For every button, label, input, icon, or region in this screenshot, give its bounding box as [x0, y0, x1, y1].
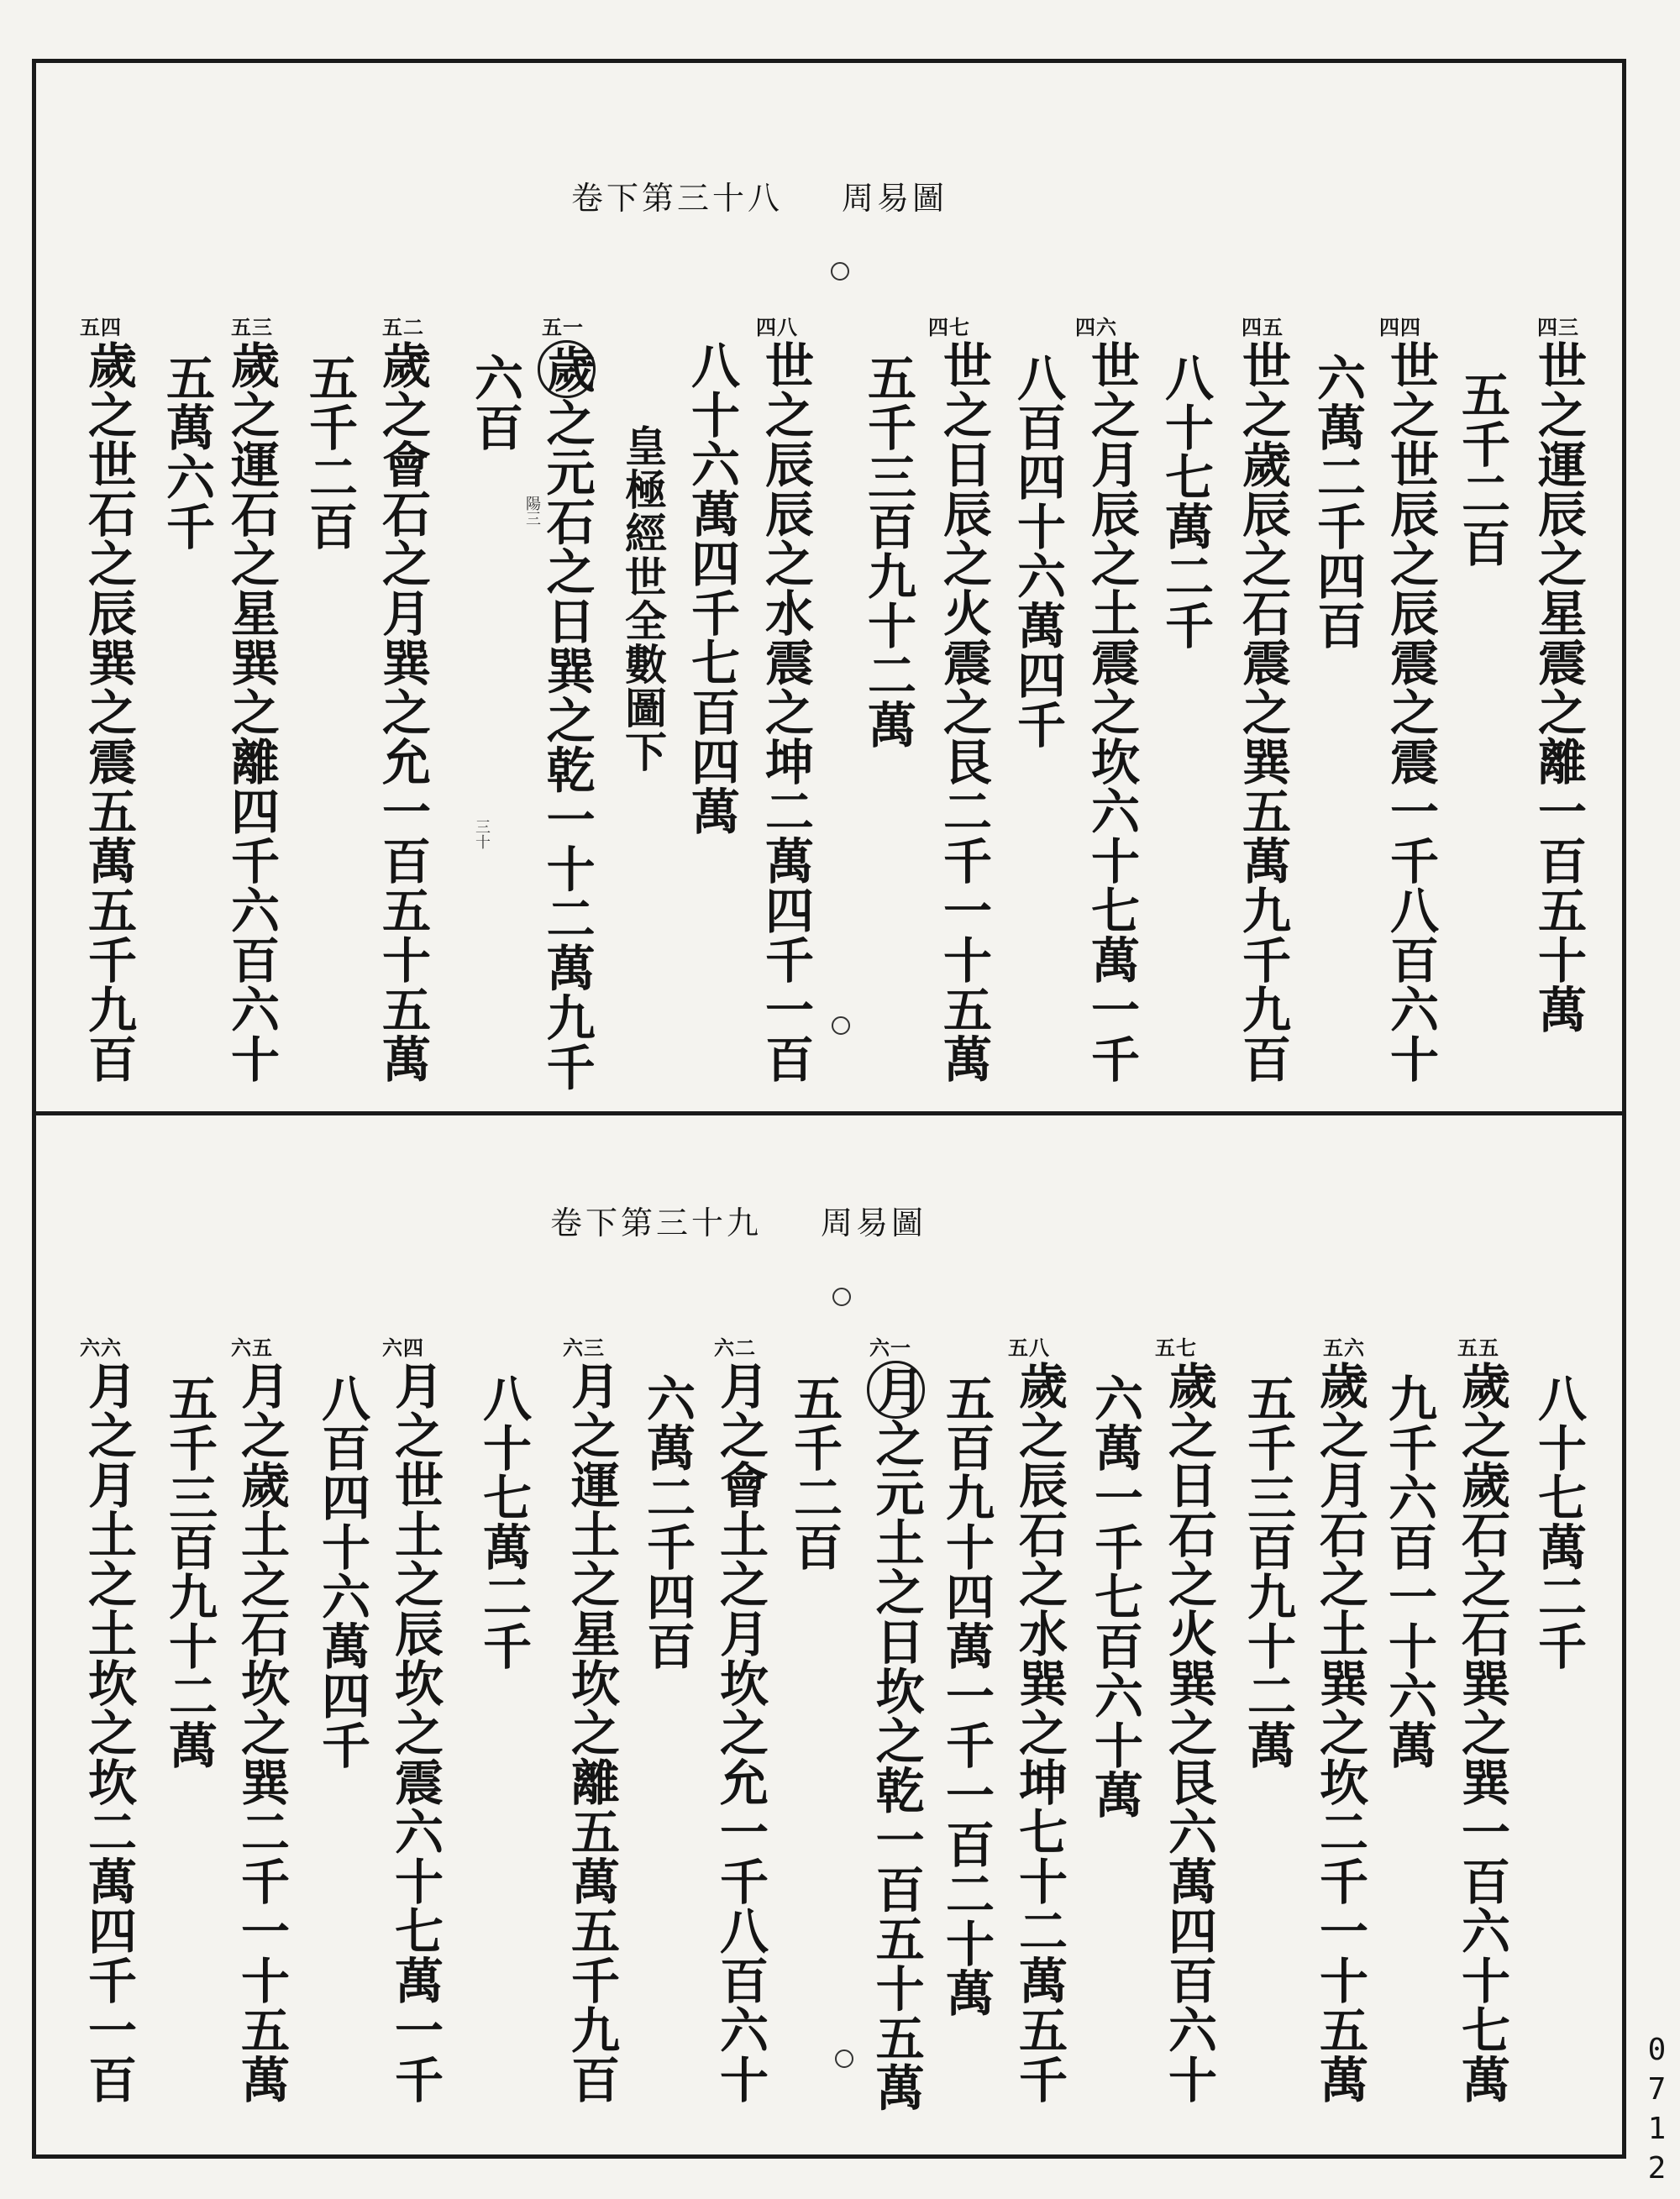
- text-column: 月之世土之辰坎之震六十七萬一千: [386, 1361, 444, 2104]
- text-column: 歲之會石之月巽之允一百五十五萬: [374, 340, 431, 1084]
- top-header-book: 周易圖: [842, 180, 948, 217]
- text-column: 六萬二千四百: [638, 1373, 696, 1671]
- circle-mark: [831, 262, 849, 281]
- subtitle-column: 皇極經世全數圖下: [618, 424, 668, 774]
- column-label: 五八: [1008, 1336, 1050, 1360]
- text-column: 五千三百九十二萬: [160, 1373, 218, 1770]
- text-column: 世之日辰之火震之艮二千一十五萬: [935, 340, 992, 1084]
- text-column: 八十六萬四千七百四萬: [683, 340, 740, 836]
- column-label: 六二: [714, 1336, 756, 1360]
- text-column: 五百九十四萬一千一百二十萬: [937, 1373, 995, 2018]
- text-column: 歲之月石之土巽之坎二千一十五萬: [1311, 1361, 1368, 2104]
- text-column: [867, 1361, 925, 2112]
- text-column: 八百四十六萬四千: [1009, 353, 1066, 749]
- margin-note: 陽三: [523, 496, 541, 526]
- page-number: 0712: [1640, 2033, 1674, 2191]
- column-label: 四七: [928, 315, 970, 339]
- column-label: 六三: [563, 1336, 605, 1360]
- column-label: 五七: [1155, 1336, 1197, 1360]
- text-column: 六萬二千四百: [1309, 353, 1366, 650]
- text-column: 五千三百九十二萬: [1239, 1373, 1296, 1770]
- column-label: 四五: [1242, 315, 1284, 339]
- text-column: 世之世辰之辰震之震一千八百六十: [1382, 340, 1439, 1084]
- column-label: 五一: [542, 315, 584, 339]
- circle-mark: [835, 2049, 853, 2068]
- column-label: 四三: [1537, 315, 1579, 339]
- text-column: 月之運土之星坎之離五萬五千九百: [563, 1361, 620, 2104]
- text-column: 八十七萬二千: [1157, 353, 1214, 650]
- text-column: 世之運辰之星震之離一百五十萬: [1530, 340, 1587, 1034]
- text-column: 六百: [466, 353, 523, 452]
- circle-mark: [832, 1288, 851, 1306]
- text-column: 世之辰辰之水震之坤二萬四千一百: [757, 340, 814, 1084]
- text-column: 月之歲土之石坎之巽二千一十五萬: [233, 1361, 290, 2104]
- circle-mark: [832, 1016, 850, 1035]
- text-column: 八百四十六萬四千: [313, 1373, 370, 1770]
- panel-divider: [32, 1111, 1626, 1115]
- bottom-header-section: 卷下第三十九: [550, 1204, 763, 1241]
- text-column: 八十七萬二千: [1530, 1373, 1587, 1671]
- column-label: 四八: [756, 315, 798, 339]
- text-column: 歲之日石之火巽之艮六萬四百六十: [1160, 1361, 1217, 2104]
- column-label: 五六: [1323, 1336, 1365, 1360]
- text-column: 世之月辰之土震之坎六十七萬一千: [1083, 340, 1140, 1084]
- text-column: 世之歲辰之石震之巽五萬九千九百: [1234, 340, 1291, 1084]
- column-label: 五三: [231, 315, 273, 339]
- text-column: 六萬一千七百六十萬: [1086, 1373, 1143, 1819]
- column-label: 六四: [382, 1336, 424, 1360]
- margin-note: 三十: [473, 819, 491, 849]
- text-column: 五千三百九十二萬: [859, 353, 916, 749]
- text-column: 月之會土之月坎之允一千八百六十: [711, 1361, 769, 2104]
- column-label: 四四: [1379, 315, 1421, 339]
- circled-character: 月: [867, 1361, 925, 1419]
- text-column-rest: 之元石之日巽之乾一十二萬九千: [538, 397, 596, 1092]
- column-label: 六六: [80, 1336, 122, 1360]
- bottom-header-book: 周易圖: [821, 1204, 927, 1241]
- text-column: 歲之世石之辰巽之震五萬五千九百: [80, 340, 137, 1084]
- text-column: 月之月土之土坎之坎二萬四千一百: [80, 1361, 137, 2104]
- text-column: 八十七萬二千: [475, 1373, 532, 1671]
- text-column: 五千二百: [1453, 370, 1510, 568]
- text-column: 五萬六千: [158, 353, 215, 551]
- text-column: 九千六百一十六萬: [1380, 1373, 1437, 1770]
- column-label: 五四: [80, 315, 122, 339]
- column-label: 六五: [231, 1336, 273, 1360]
- top-header-section: 卷下第三十八: [571, 180, 784, 217]
- column-label: 四六: [1075, 315, 1117, 339]
- text-column-rest: 之元土之日坎之乾一百五十五萬: [867, 1418, 925, 2112]
- bottom-header: [550, 1197, 927, 1243]
- column-label: 六一: [869, 1336, 911, 1360]
- column-label: 五五: [1457, 1336, 1499, 1360]
- text-column: 歲之辰石之水巽之坤七十二萬五千: [1011, 1361, 1068, 2104]
- text-column: 歲之歲石之石巽之巽一百六十七萬: [1453, 1361, 1510, 2104]
- circled-character: 歲: [538, 340, 596, 398]
- text-column: 五千二百: [301, 353, 358, 551]
- text-column: [538, 340, 596, 1092]
- text-column: 歲之運石之星巽之離四千六百六十: [223, 340, 280, 1084]
- top-header: [571, 172, 948, 218]
- text-column: 五千二百: [785, 1373, 843, 1572]
- column-label: 五二: [382, 315, 424, 339]
